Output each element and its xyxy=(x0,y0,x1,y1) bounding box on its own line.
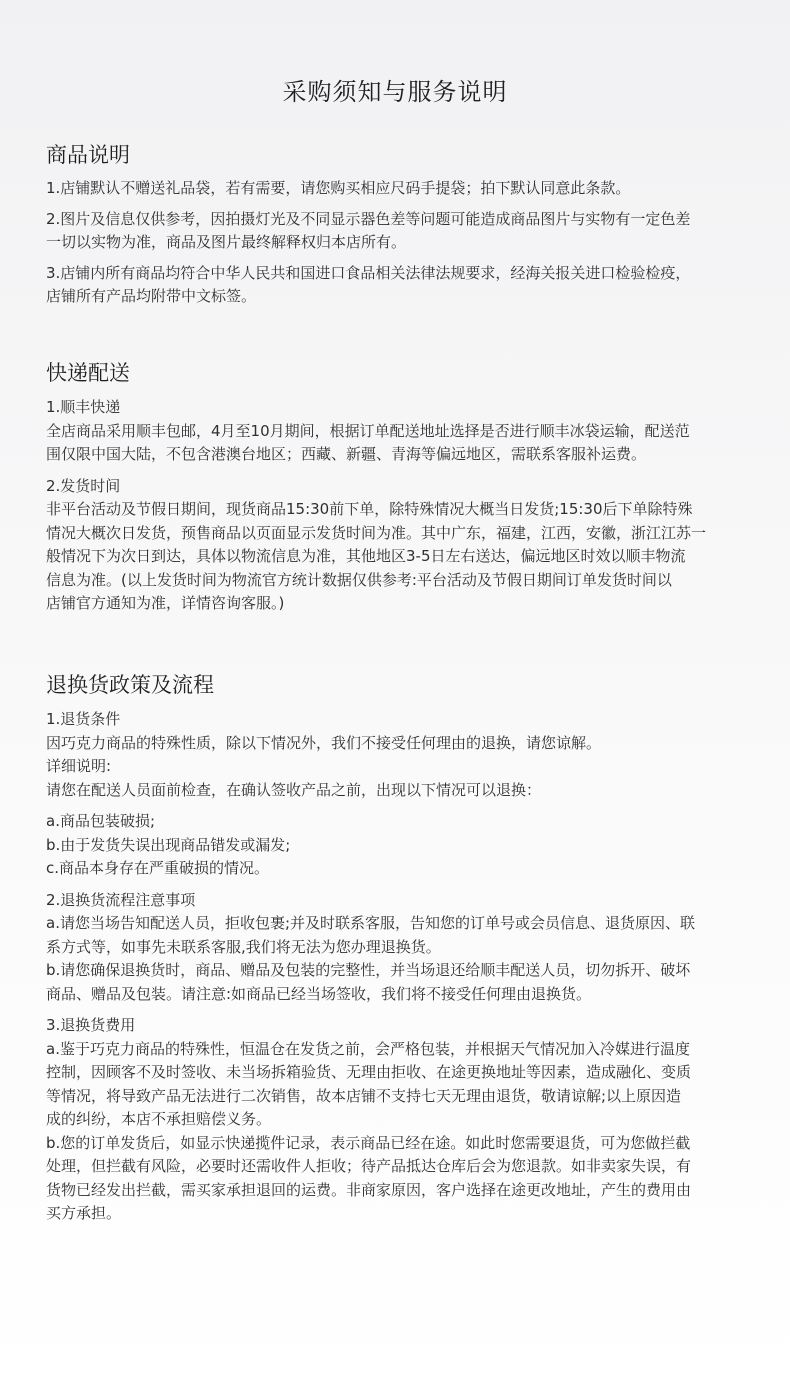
page-title: 采购须知与服务说明 xyxy=(282,78,508,106)
paragraph xyxy=(46,1014,746,1226)
paragraph xyxy=(46,396,746,467)
paragraph xyxy=(46,889,746,1007)
text-line: a.请您当场告知配送人员，拒收包裹;并及时联系客服，告知您的订单号或会员信息、退货原因、联 xyxy=(46,914,696,932)
text-line: c.商品本身存在严重破损的情况。 xyxy=(46,859,270,877)
text-line: 全店商品采用顺丰包邮，4月至10月期间，根据订单配送地址选择是否进行顺丰冰袋运输，配送范 xyxy=(46,421,690,440)
text-line: 1.退货条件 xyxy=(46,710,121,728)
paragraph xyxy=(46,208,746,255)
text-line: 般情况下为次日到达，具体以物流信息为准，其他地区3-5日左右送达，偏远地区时效以顺丰物流 xyxy=(46,547,686,565)
text-line: 围仅限中国大陆，不包含港澳台地区；西藏、新疆、青海等偏远地区，需联系客服补运费。 xyxy=(46,445,647,463)
text-line: 2.发货时间 xyxy=(46,476,121,495)
text-line: 3.退换货费用 xyxy=(46,1016,136,1034)
text-line: b.请您确保退换货时，商品、赠品及包装的完整性，并当场退还给顺丰配送人员，切勿拆开、破坏 xyxy=(46,961,691,979)
text-line: 店铺所有产品均附带中文标签。 xyxy=(46,287,257,305)
text-line: 请您在配送人员面前检查，在确认签收产品之前，出现以下情况可以退换： xyxy=(46,780,542,799)
text-line: 1.店铺默认不赠送礼品袋，若有需要，请您购买相应尺码手提袋；拍下默认同意此条款。 xyxy=(46,179,631,197)
section-delivery xyxy=(46,358,746,616)
text-line: 控制，因顾客不及时签收、未当场拆箱验货、无理由拒收、在途更换地址等因素，造成融化、变质 xyxy=(46,1063,692,1081)
section-heading: 商品说明 xyxy=(46,143,130,167)
paragraph xyxy=(46,262,746,309)
text-line: 信息为准。(以上发货时间为物流官方统计数据仅供参考:平台活动及节假日期间订单发货时间以 xyxy=(46,570,672,589)
text-line: a.鉴于巧克力商品的特殊性，恒温仓在发货之前，会严格包装，并根据天气情况加入冷媒进行温度 xyxy=(46,1039,690,1058)
text-line: 一切以实物为准，商品及图片最终解释权归本店所有。 xyxy=(46,233,407,251)
paragraph xyxy=(46,475,746,616)
paragraph xyxy=(46,177,746,201)
text-line: 等情况，将导致产品无法进行二次销售，故本店铺不支持七天无理由退货，敬请谅解;以上原因造 xyxy=(46,1086,682,1105)
text-line: 2.图片及信息仅供参考，因拍摄灯光及不同显示器色差等问题可能造成商品图片与实物有一定色差 xyxy=(46,209,691,228)
text-line: 因巧克力商品的特殊性质，除以下情况外，我们不接受任何理由的退换，请您谅解。 xyxy=(46,733,602,752)
text-line: 3.店铺内所有商品均符合中华人民共和国进口食品相关法律法规要求，经海关报关进口检验检疫， xyxy=(46,263,691,282)
text-line: 1.顺丰快递 xyxy=(46,398,121,416)
paragraph xyxy=(46,708,746,802)
section-return-policy xyxy=(46,670,746,1226)
text-line: 货物已经发出拦截，需买家承担退回的运费。非商家原因，客户选择在途更改地址，产生的费用由 xyxy=(46,1180,692,1199)
text-line: 情况大概次日发货，预售商品以页面显示发货时间为准。其中广东，福建，江西，安徽，浙江江苏一 xyxy=(46,523,707,542)
text-line: 系方式等，如事先未联系客服,我们将无法为您办理退换货。 xyxy=(46,937,441,956)
text-line: b.您的订单发货后，如显示快递揽件记录，表示商品已经在途。如此时您需要退货，可为您做拦截 xyxy=(46,1133,691,1152)
text-line: 店铺官方通知为准，详情咨询客服。) xyxy=(46,594,285,612)
section-heading: 退换货政策及流程 xyxy=(46,673,214,697)
text-line: 详细说明: xyxy=(46,757,112,775)
section-heading: 快递配送 xyxy=(46,361,130,385)
text-line: b.由于发货失误出现商品错发或漏发; xyxy=(46,835,291,854)
text-line: 2.退换货流程注意事项 xyxy=(46,890,196,909)
text-line: 买方承担。 xyxy=(46,1204,122,1222)
text-line: 非平台活动及节假日期间，现货商品15:30前下单，除特殊情况大概当日发货;15:30后下单除特殊 xyxy=(46,500,693,518)
text-line: 处理，但拦截有风险，必要时还需收件人拒收；待产品抵达仓库后会为您退款。如非卖家失误，有 xyxy=(46,1157,692,1175)
paragraph xyxy=(46,810,746,881)
text-line: 商品、赠品及包装。请注意:如商品已经当场签收，我们将不接受任何理由退换货。 xyxy=(46,984,592,1003)
text-line: a.商品包装破损; xyxy=(46,812,156,830)
section-product-info xyxy=(46,140,746,309)
text-line: 成的纠纷，本店不承担赔偿义务。 xyxy=(46,1110,272,1128)
